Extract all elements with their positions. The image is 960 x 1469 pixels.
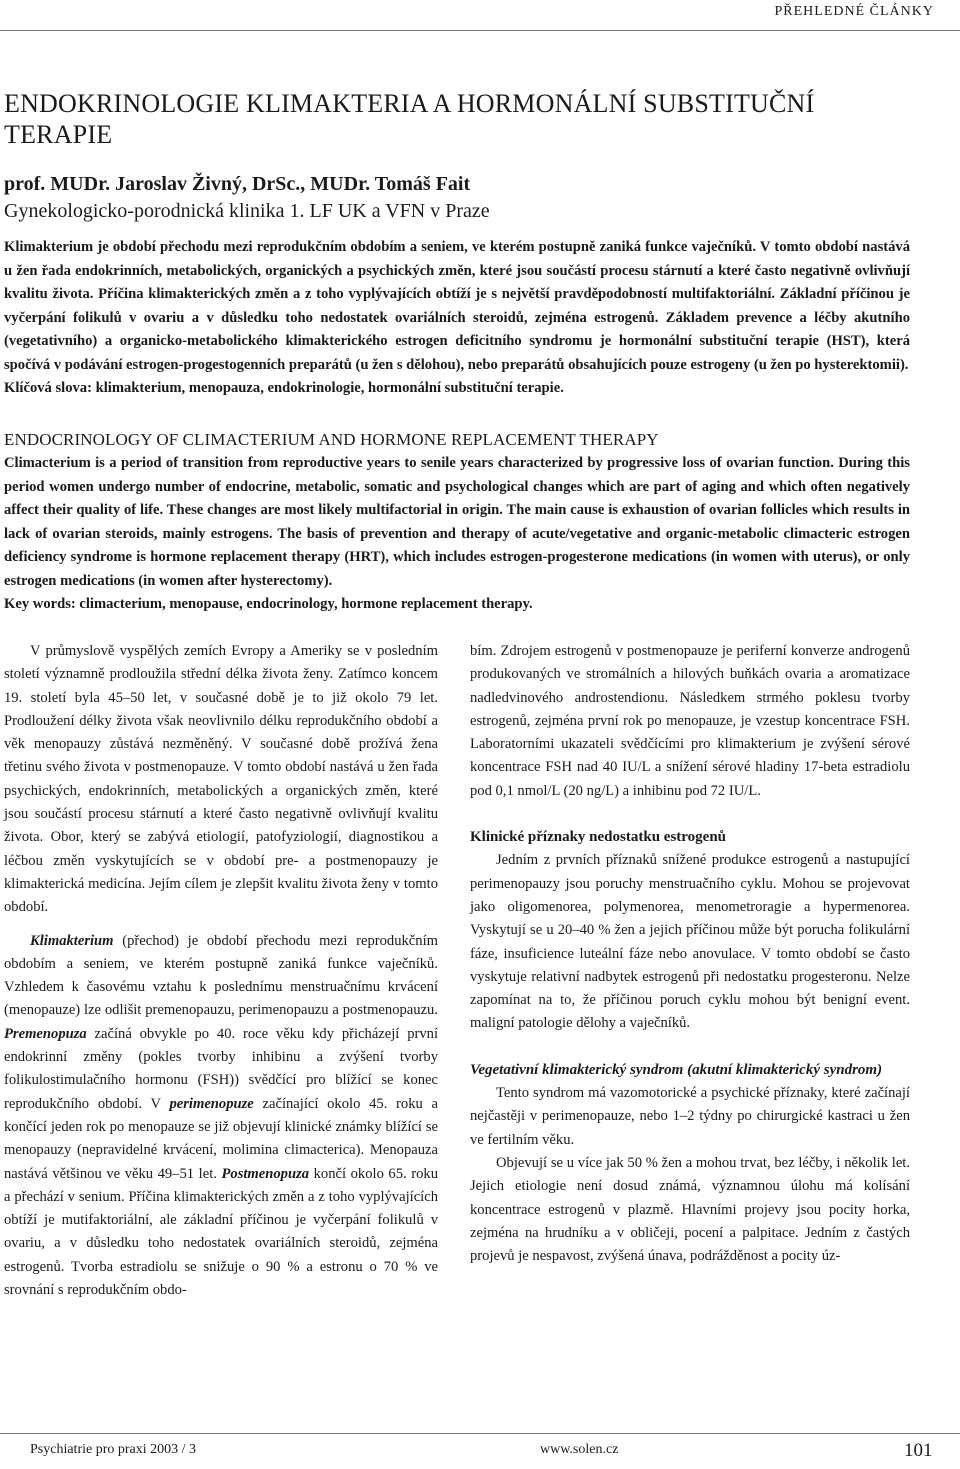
abstract-czech-text: Klimakterium je období přechodu mezi reprodukčním obdobím a seniem, ve kterém postupně zaniká funkce vaječníků. V tomto období nastává u žen řada endokrinních, metabolických, organických a psychických změn, které jsou součástí procesu stárnutí a které často negativně ovlivňují kvalitu života. Příčina klimakterických změn a z toho vyplývajících obtíží je s největší pravděpodobností multifaktoriální. Základní příčinou je vyčerpání folikulů v ovariu a v důsledku toho nedostatek ovariálních steroidů, zejména estrogenů. Základem prevence a léčby akutního (vegetativního) a organicko-metabolického klimakterického estrogen deficitního syndromu je hormonální substituční terapie (HST), která spočívá v podávání estrogen-progestogenních preparátů (u žen s dělohou), nebo preparátů obsahujících pouze estrogeny (u žen po hysterektomii). xyxy=(4,239,910,373)
paragraph: Tento syndrom má vazomotorické a psychické příznaky, které začínají nejčastěji v perimenopauze, nebo 1–2 týdny po chirurgické kastraci u žen ve fertilním věku. xyxy=(470,1085,910,1148)
authors: prof. MUDr. Jaroslav Živný, DrSc., MUDr. Tomáš Fait xyxy=(4,173,471,195)
text-run: začínající okolo 45. roku a končící jeden rok po menopauze se již objevují klinické známky blížící se menopauzy (nepravidelné krvácení, molimina climacterica). Menopauza nastává většinou ve věku 49–51 let. xyxy=(4,1095,439,1182)
abstract-czech xyxy=(4,236,910,401)
keywords-english: Key words: climacterium, menopause, endocrinology, hormone replacement therapy. xyxy=(4,596,533,613)
journal-url: www.solen.cz xyxy=(540,1442,619,1457)
spacer xyxy=(470,1036,910,1059)
affiliation: Gynekologicko-porodnická klinika 1. LF UK a VFN v Praze xyxy=(4,200,490,222)
paragraph: Jedním z prvních příznaků snížené produkce estrogenů a nastupující perimenopauzy jsou poruchy menstruačního cyklu. Mohou se projevovat jako oligomenorea, polymenorea, menometroragie a hypermenorea. Vyskytují se u 20–40 % žen a jejich příčinou může být porucha folikulární fáze, insuficience luteální fáze nebo anovulace. V tomto období se často vyskytuje relativní nadbytek estrogenů při nedostatku progesteronu. Nelze zapomínat na to, že příčinou poruch cyklu mohou být benigní event. maligní patologie dělohy a vaječníků. xyxy=(470,852,910,1032)
section-label: PŘEHLEDNÉ ČLÁNKY xyxy=(774,4,934,19)
spacer xyxy=(4,920,438,930)
abstract-english-text: Climacterium is a period of transition from reproductive years to senile years characterized by progressive loss of ovarian function. During this period women undergo number of endocrine, metabolic, somatic and psychological changes which are part of aging and which often negatively affect their quality of life. These changes are most likely multifactorial in origin. The main cause is exhaustion of ovarian follicles which results in lack of ovarian steroids, mainly estrogens. The basis of prevention and therapy of acute/vegetative and organic-metabolic climacteric estrogen deficiency syndrome is hormone replacement therapy (HRT), which includes estrogen-progesterone medications (in women with uterus), or only estrogen medications (in women after hysterectomy). xyxy=(4,455,910,589)
term: Klimakterium xyxy=(30,932,114,949)
term: perimenopuze xyxy=(169,1095,254,1112)
journal-citation: Psychiatrie pro praxi 2003 / 3 xyxy=(30,1442,197,1457)
section-heading: Klinické příznaky nedostatku estrogenů xyxy=(470,829,727,846)
page-number: 101 xyxy=(904,1440,933,1461)
text-run: začíná obvykle po 40. roce věku kdy přicházejí první endokrinní změny (pokles tvorby inhibinu a zvýšení tvorby folikulostimulačního hormonu (FSH)) svědčící pro blížící se konec reprodukčního období. V xyxy=(4,1025,438,1112)
text-run: (přechod) je období přechodu mezi reprodukčním obdobím a seniem, ve kterém postupně zaniká funkce vaječníků. Vzhledem k časovému vztahu k poslednímu menstruačnímu krvácení (menopauze) lze odlišit premenopauzu, perimenopauzu a postmenopauzu. xyxy=(4,932,438,1019)
term: Postmenopuza xyxy=(221,1165,310,1182)
header-rule xyxy=(0,30,960,31)
body-column-left xyxy=(4,640,438,1302)
section-heading: Vegetativní klimakterický syndrom (akutní klimakterický syndrom) xyxy=(470,1061,883,1078)
paragraph: V průmyslově vyspělých zemích Evropy a Ameriky se v posledním století významně prodloužila střední délka života ženy. Zatímco koncem 19. století byla 45–50 let, v současné době je to již okolo 79 let. Prodloužení délky života však neovlivnilo délku reprodukčního období a věk menopauzy zůstává nezměněný. V současné době prožívá žena třetinu svého života v postmenopauze. V tomto období nastává u žen řada psychických, endokrinních, metabolických a organických změn, které jsou součástí procesu stárnutí a které často negativně ovlivňují kvalitu života. Obor, který se zabývá etiologií, patofyziologií, diagnostikou a léčbou změn vyskytujících se v období pre- a postmenopauzy je klimakterická medicína. Jejím cílem je zlepšit kvalitu života ženy v tomto období. xyxy=(4,643,438,916)
keywords-czech: Klíčová slova: klimakterium, menopauza, endokrinologie, hormonální substituční terapie. xyxy=(4,380,564,397)
abstract-english xyxy=(4,452,910,617)
footer-rule xyxy=(0,1433,960,1434)
term: Premenopuza xyxy=(4,1025,87,1042)
article-title: ENDOKRINOLOGIE KLIMAKTERIA A HORMONÁLNÍ SUBSTITUČNÍ TERAPIE xyxy=(4,89,815,149)
spacer xyxy=(470,803,910,826)
text-run: končí okolo 65. roku a přechází v senium. Příčina klimakterických změn a z toho vyplývajících obtíží je mutifaktoriální, ale základní příčinou je vyčerpání folikulů v ovariu, a v důsledku toho nedostatek ovariálních steroidů, zejména estrogenů. Tvorba estradiolu se snižuje o 90 % a estronu o 70 % ve srovnání s reprodukčním obdo- xyxy=(4,1165,438,1299)
abstract-english-heading: ENDOCRINOLOGY OF CLIMACTERIUM AND HORMONE REPLACEMENT THERAPY xyxy=(4,430,659,449)
body-column-right xyxy=(470,640,910,1268)
paragraph: Objevují se u více jak 50 % žen a mohou trvat, bez léčby, i několik let. Jejich etiologie není dosud známá, významnou úlohu má kolísání koncentrace estrogenů v plazmě. Hlavními projevy jsou pocity horka, zejména na hrudníku a v obličeji, pocení a palpitace. Jedním z častých projevů je nespavost, zvýšená únava, podrážděnost a pocity úz- xyxy=(470,1154,910,1265)
paragraph: bím. Zdrojem estrogenů v postmenopauze je periferní konverze androgenů produkovaných ve stromálních a hilových buňkách ovaria a aromatizace nadledvinového androstendionu. Následkem strmého poklesu tvorby estrogenů, zejména první rok po menopauze, je vzestup koncentrace FSH. Laboratorními ukazateli svědčícími pro klimakterium je zvýšení sérové koncentrace FSH nad 40 IU/L a snížení sérové hladiny 17-beta estradiolu pod 0,1 nmol/L (20 ng/L) a inhibinu pod 72 IU/L. xyxy=(470,643,910,799)
paragraph xyxy=(4,930,438,1303)
